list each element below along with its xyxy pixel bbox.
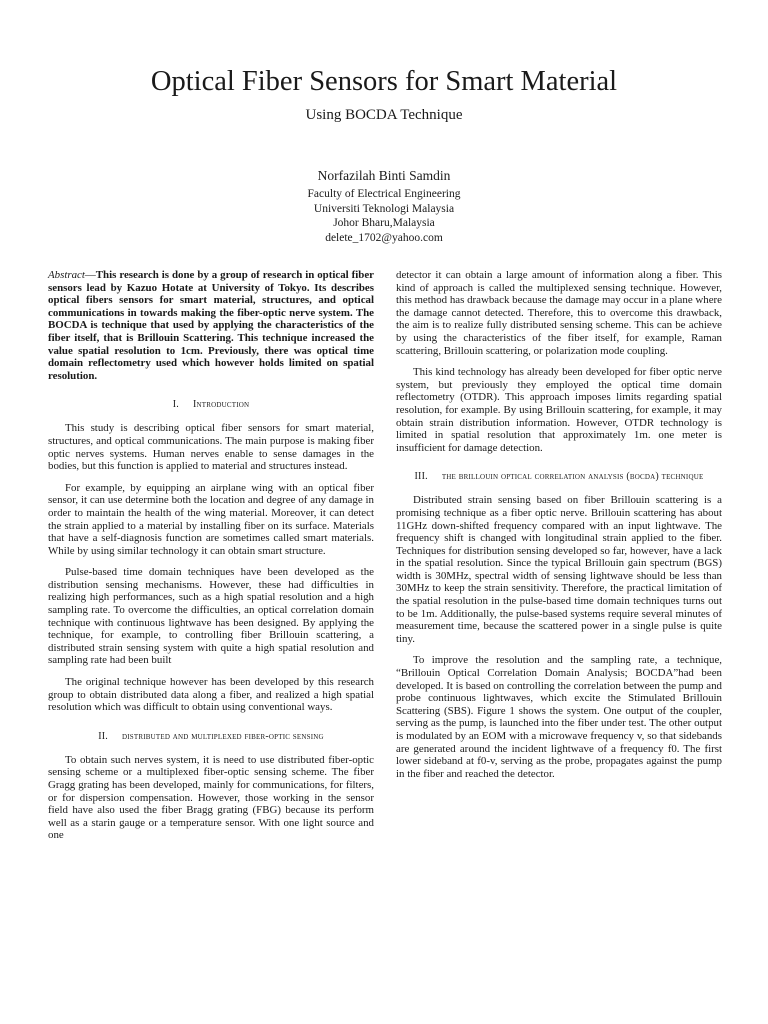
affiliation-location: Johor Bharu,Malaysia <box>333 217 435 229</box>
paragraph: To improve the resolution and the sampling rate, a technique, “Brillouin Optical Correlation Domain Analysis; BOCDA”had been developed. It is based on controlling the correlation between the pump and probe continuous lightwaves, which excite the Stimulated Brillouin Scattering (SBS). Figure 1 shows the system. One output of the coupler, serving as the pump, is launched into the fiber under test. The other output is modulated by an EOM with a microwave frequency v, so that sidebands are generated around the incident lightwave of a frequency f0. The first lower sideband at f0-v, serving as the probe, propagates against the pump in the fiber and reached the detector. <box>396 654 722 780</box>
paragraph: To obtain such nerves system, it is need to use distributed fiber-optic sensing scheme or a multiplexed fiber-optic sensing scheme. The fiber Gragg grating has been developed, mainly for communications, for filters, or for dispersion compensation. However, those working in the sensor field have also used the fiber Bragg grating (FBG) because its perform well as a starin gauge or a temperature sensor. With one light source and one <box>48 753 374 842</box>
paragraph: Pulse-based time domain techniques have been developed as the distribution sensing mechanisms. However, these had difficulties in realizing high performances, such as a high spatial resolution and a high sampling rate. To overcome the difficulties, an optical correlation domain technique with continuous lightwave has been designed. By applying the technique, for example, to controlling fiber Brillouin scattering, a distributed strain sensing system with quite a high spatial resolution and sampling rate had been built <box>48 566 374 667</box>
paragraph: The original technique however has been developed by this research group to obtain distributed data along a fiber, and realized a high spatial resolution which was difficult to obtain using conventional ways. <box>48 676 374 714</box>
paragraph-continuation: detector it can obtain a large amount of information along a fiber. This kind of approach is called the multiplexed sensing technique. However, this method has drawback because the damage may occur in a plane where the damage cannot detected. Therefore, this to overcome this drawback, the aim is to realize fully distributed sensing scheme. This can be achieve by using the characteristics of the fiber itself, for example, Raman scattering, Brillouin scattering, or polarization mode coupling. <box>396 269 722 357</box>
paragraph: This kind technology has already been developed for fiber optic nerve system, but previously they employed the optical time domain reflectometry (OTDR). This approach imposes limits regarding spatial resolution, for example. By using Brillouin scattering, for example, it may obtain strain distribution information. However, OTDR technology is limited in spatial resolution that approximately 1m. one meter is insufficient for damage detection. <box>396 366 722 454</box>
paper-title: Optical Fiber Sensors for Smart Material <box>150 66 618 97</box>
section-title: Introduction <box>192 399 250 411</box>
author-name: Norfazilah Binti Samdin <box>317 168 451 183</box>
abstract-dash: — <box>84 269 96 281</box>
right-column <box>396 269 722 789</box>
section-heading-introduction <box>48 396 374 413</box>
abstract-text: This research is done by a group of research in optical fiber sensors lead by Kazuo Hotate at University of Tokyo. Its describes optical fibers sensors for smart material, structures, and optical communications in towards making the fiber-optic nerve system. The BOCDA is technique that used by applying the characteristics of the fiber itself, that is Brillouin Scattering. This technique increased the value spatial resolution to 1cm. Previously, there was optical time domain reflectometry used which however holds limited on spatial resolution. <box>48 269 374 382</box>
paragraph: This study is describing optical fiber sensors for smart material, structures, and optical communications. The main purpose is making fiber optic nerves systems. Human nerves enable to sense damages in the bodies, but this function is applied to material and structures instead. <box>48 422 374 473</box>
paper-subtitle: Using BOCDA Technique <box>305 107 463 123</box>
section-heading-bocda <box>396 468 722 485</box>
abstract-label: Abstract <box>48 269 85 281</box>
affiliation-email: delete_1702@yahoo.com <box>325 231 443 244</box>
section-number: I. <box>172 399 179 411</box>
author-affiliation <box>0 187 768 245</box>
left-column <box>48 269 374 851</box>
affiliation-university: Universiti Teknologi Malaysia <box>313 202 455 215</box>
paragraph: For example, by equipping an airplane wing with an optical fiber sensor, it can use determine both the location and degree of any damage in order to maintain the health of the wing material. Moreover, it can detect the strain applied to a material by installing fiber on its surface. Materials that have a self-diagnosis function are sometimes called smart materials. While by using similar technology it can obtain smart structure. <box>48 481 374 557</box>
section-title: distributed and multiplexed fiber-optic sensing <box>122 730 324 742</box>
section-number: II. <box>98 730 108 742</box>
section-number: III. <box>414 471 428 483</box>
affiliation-faculty: Faculty of Electrical Engineering <box>307 188 461 200</box>
abstract <box>48 269 374 382</box>
section-title: the brillouin optical correlation analysis (bocda) technique <box>441 471 704 483</box>
paragraph: Distributed strain sensing based on fiber Brillouin scattering is a promising technique as a fiber optic nerve. Brillouin scattering has about 11GHz down-shifted frequency compared with an input lightwave. The frequency shift is changed with longitudinal strain applied to the fiber. Techniques for distribution sensing developed so far, however, have a lack in the spatial resolution. Since the typical Brillouin gain spectrum (BGS) width is 30MHz, spectral width of sensing lightwave should be less than 30MHz to keep the strain sensitivity. Therefore, the practical limitation of the spatial resolution in the pulse-based time domain techniques turns out to be 1m. Additionally, the pulse-based systems require several minutes of measurement time, because the scattered power in a single pulse is quite tiny. <box>396 494 722 645</box>
section-heading-distributed-sensing <box>48 728 374 745</box>
